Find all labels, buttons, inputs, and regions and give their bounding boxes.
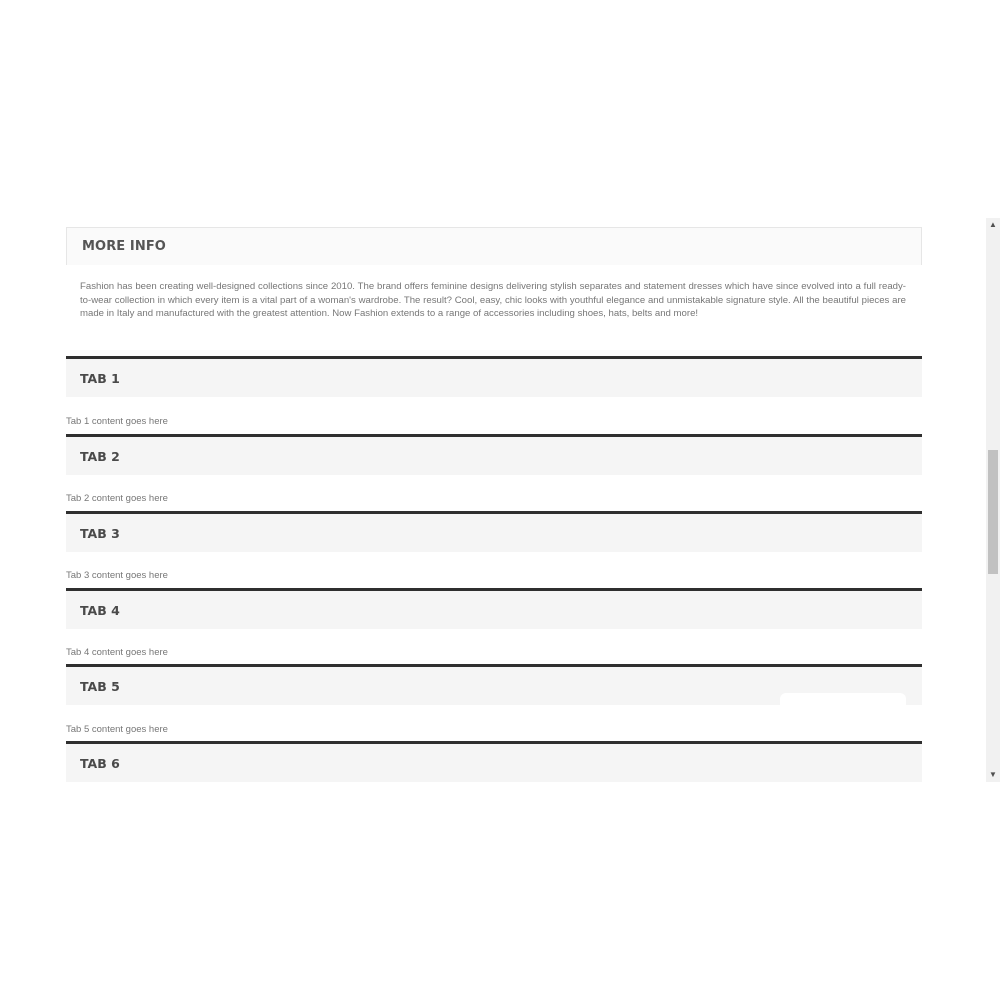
scroll-down-arrow-icon[interactable]: ▼ bbox=[989, 770, 997, 779]
tab-3[interactable] bbox=[66, 511, 922, 552]
scrollbar-thumb[interactable] bbox=[988, 450, 998, 574]
tab-5-content: Tab 5 content goes here bbox=[66, 724, 168, 735]
tab-6[interactable] bbox=[66, 741, 922, 782]
tab-3-label: TAB 3 bbox=[80, 526, 120, 541]
tab-2[interactable] bbox=[66, 434, 922, 475]
vertical-scrollbar[interactable] bbox=[986, 218, 1000, 782]
tab-4-label: TAB 4 bbox=[80, 603, 120, 618]
tab-6-label: TAB 6 bbox=[80, 756, 120, 771]
tab-3-content: Tab 3 content goes here bbox=[66, 570, 168, 581]
more-info-header[interactable] bbox=[66, 227, 922, 265]
scroll-up-arrow-icon[interactable]: ▲ bbox=[989, 220, 997, 229]
tab-5-label: TAB 5 bbox=[80, 679, 120, 694]
more-info-title: MORE INFO bbox=[82, 239, 166, 254]
tab-5-overlay-patch bbox=[780, 693, 906, 707]
tab-2-content: Tab 2 content goes here bbox=[66, 493, 168, 504]
tab-2-label: TAB 2 bbox=[80, 449, 120, 464]
more-info-description: Fashion has been creating well-designed collections since 2010. The brand offers feminine designs delivering stylish separates and statement dresses which have since evolved into a full ready-to-wear collection in which every item is a vital part of a woman's wardrobe. The result? Cool, easy, chic looks with youthful elegance and unmistakable signature style. All the beautiful pieces are made in Italy and manufactured with the greatest attention. Now Fashion extends to a range of accessories including shoes, hats, belts and more! bbox=[80, 281, 906, 319]
tab-1-label: TAB 1 bbox=[80, 371, 120, 386]
tab-4[interactable] bbox=[66, 588, 922, 629]
tab-4-content: Tab 4 content goes here bbox=[66, 647, 168, 658]
tab-1-content: Tab 1 content goes here bbox=[66, 416, 168, 427]
tab-1[interactable] bbox=[66, 356, 922, 397]
